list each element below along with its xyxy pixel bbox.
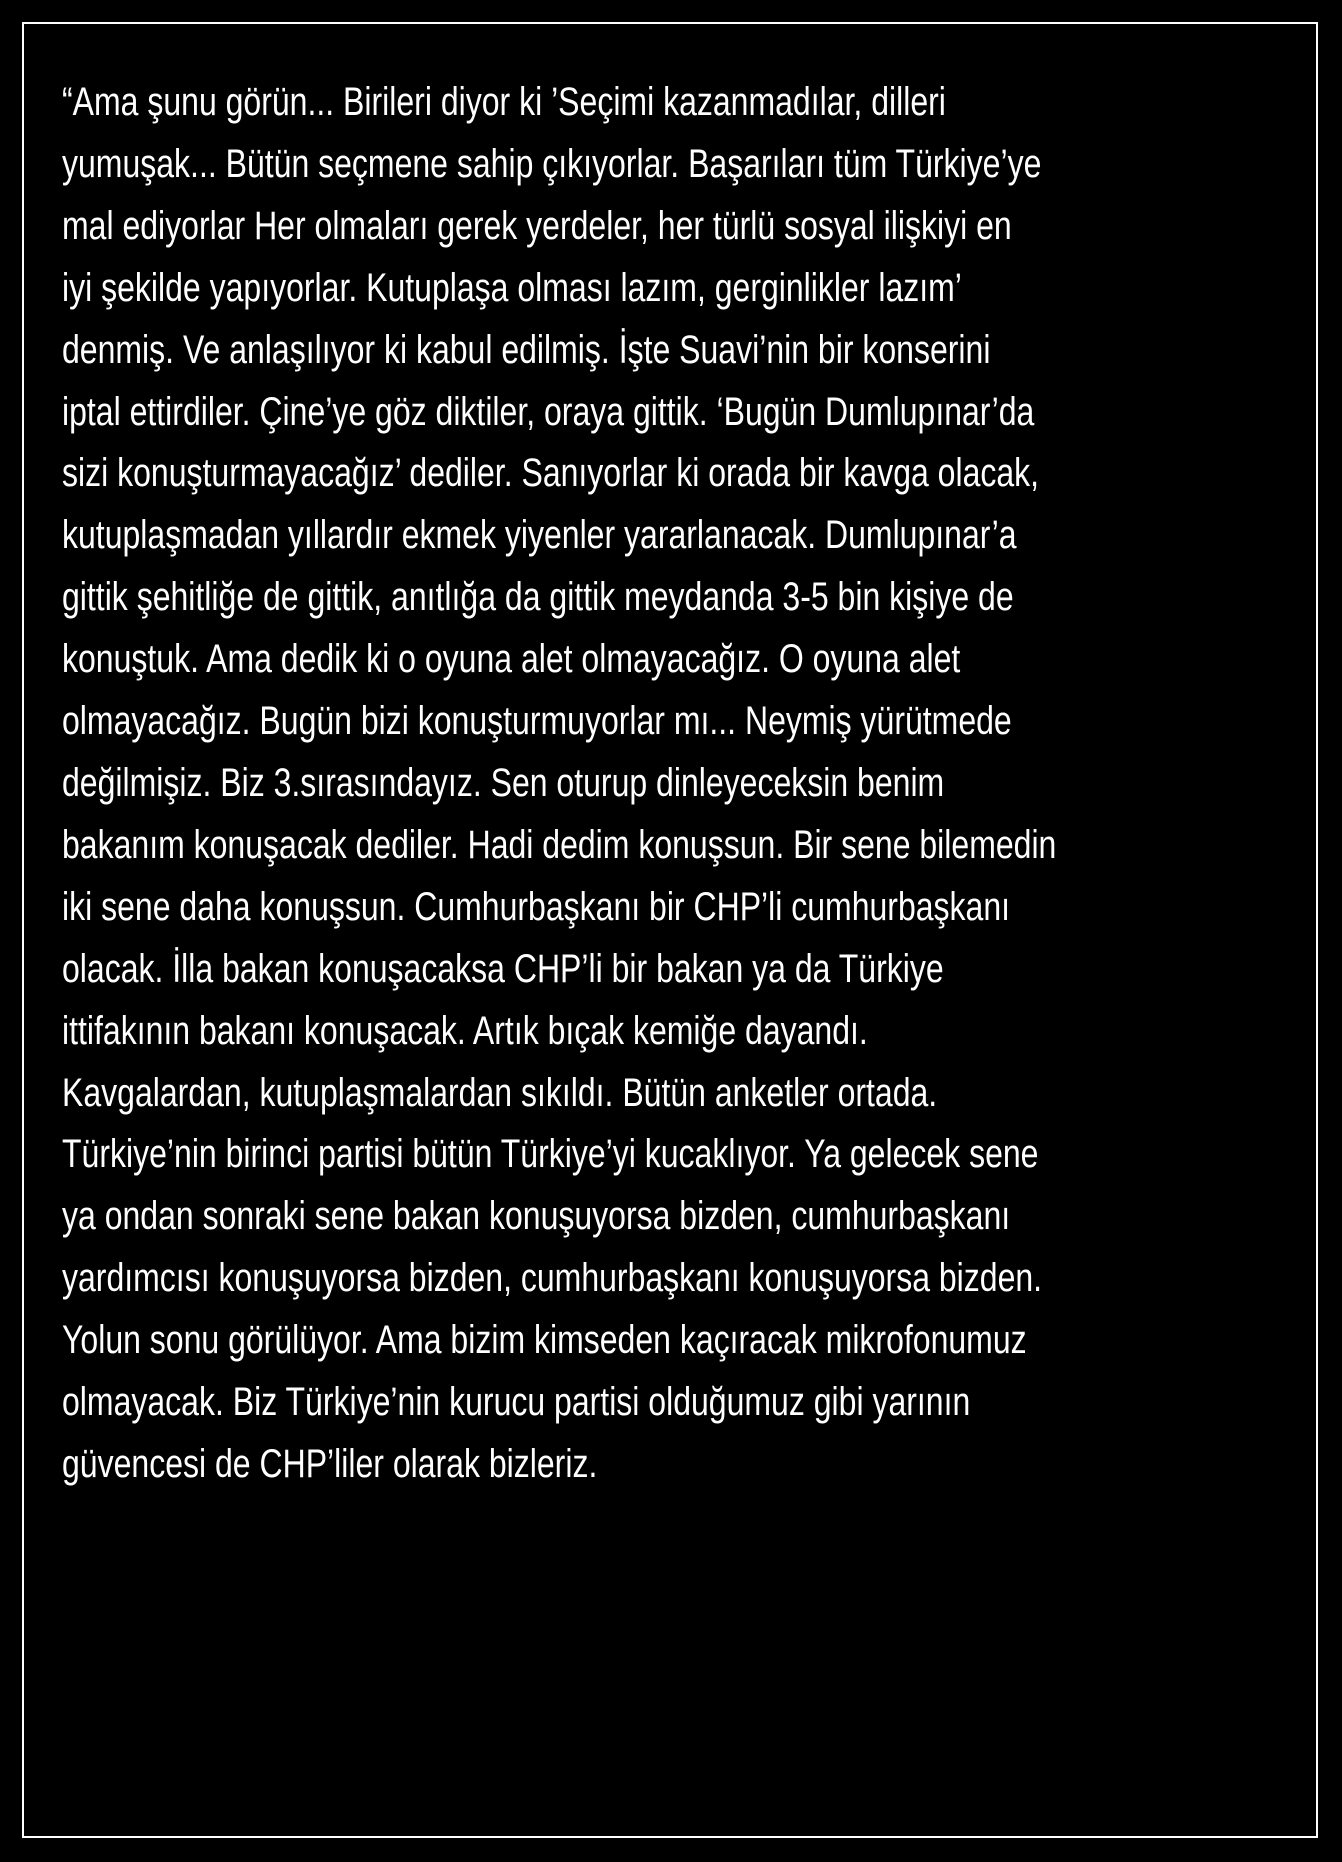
- quote-line: değilmişiz. Biz 3.sırasındayız. Sen oturup dinleyeceksin benim: [62, 760, 945, 805]
- quote-line: iyi şekilde yapıyorlar. Kutuplaşa olması lazım, gerginlikler lazım’: [62, 265, 962, 310]
- quote-line: Yolun sonu görülüyor. Ama bizim kimseden kaçıracak mikrofonumuz: [62, 1318, 1027, 1363]
- quote-line: kutuplaşmadan yıllardır ekmek yiyenler yararlanacak. Dumlupınar’a: [62, 513, 1017, 558]
- quote-line: güvencesi de CHP’liler olarak bizleriz.: [62, 1441, 598, 1486]
- quote-line: iki sene daha konuşsun. Cumhurbaşkanı bir CHP’li cumhurbaşkanı: [62, 884, 1011, 929]
- quote-text: [62, 72, 1292, 1496]
- quote-line: konuştuk. Ama dedik ki o oyuna alet olmayacağız. O oyuna alet: [62, 637, 961, 682]
- quote-line: ya ondan sonraki sene bakan konuşuyorsa bizden, cumhurbaşkanı: [62, 1194, 1011, 1239]
- quote-line: olacak. İlla bakan konuşacaksa CHP’li bir bakan ya da Türkiye: [62, 946, 944, 991]
- quote-line: sizi konuşturmayacağız’ dediler. Sanıyorlar ki orada bir kavga olacak,: [62, 451, 1040, 496]
- quote-line: Kavgalardan, kutuplaşmalardan sıkıldı. Bütün anketler ortada.: [62, 1070, 938, 1115]
- quote-line: Türkiye’nin birinci partisi bütün Türkiye’yi kucaklıyor. Ya gelecek sene: [62, 1132, 1039, 1177]
- quote-line: ittifakının bakanı konuşacak. Artık bıçak kemiğe dayandı.: [62, 1008, 868, 1053]
- quote-line: olmayacak. Biz Türkiye’nin kurucu partisi olduğumuz gibi yarının: [62, 1380, 971, 1425]
- quote-line: bakanım konuşacak dediler. Hadi dedim konuşsun. Bir sene bilemedin: [62, 822, 1057, 867]
- quote-line: denmiş. Ve anlaşılıyor ki kabul edilmiş. İşte Suavi’nin bir konserini: [62, 327, 991, 372]
- quote-line: “Ama şunu görün... Birileri diyor ki ’Seçimi kazanmadılar, dilleri: [62, 80, 946, 124]
- quote-line: mal ediyorlar Her olmaları gerek yerdeler, her türlü sosyal ilişkiyi en: [62, 203, 1012, 248]
- quote-line: yumuşak... Bütün seçmene sahip çıkıyorlar. Başarıları tüm Türkiye’ye: [62, 141, 1042, 186]
- quote-line: gittik şehitliğe de gittik, anıtlığa da gittik meydanda 3-5 bin kişiye de: [62, 575, 1014, 620]
- quote-line: olmayacağız. Bugün bizi konuşturmuyorlar mı... Neymiş yürütmede: [62, 699, 1012, 744]
- quote-line: yardımcısı konuşuyorsa bizden, cumhurbaşkanı konuşuyorsa bizden.: [62, 1256, 1043, 1301]
- quote-line: iptal ettirdiler. Çine’ye göz diktiler, oraya gittik. ‘Bugün Dumlupınar’da: [62, 389, 1035, 434]
